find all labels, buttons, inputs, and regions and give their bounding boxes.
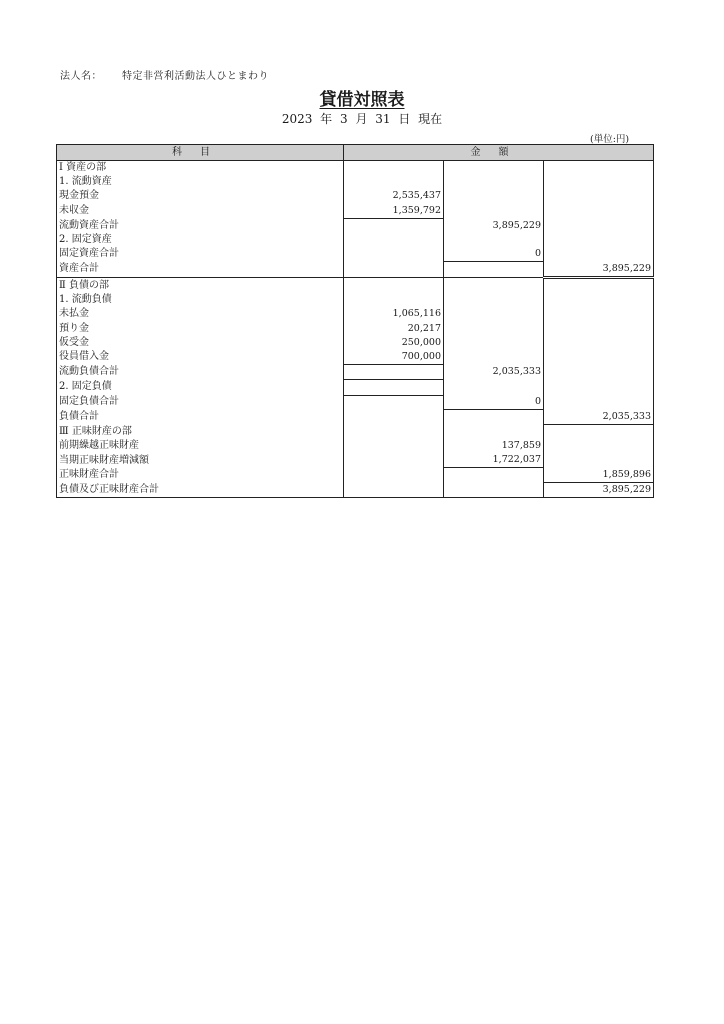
section-heading: Ⅰ 資産の部 [57, 161, 344, 176]
document-title [0, 85, 724, 110]
section-heading: Ⅱ 負債の部 [57, 278, 344, 294]
subsection-heading: 2. 固定資産 [57, 233, 344, 247]
subtotal-amount: 3,895,229 [444, 218, 544, 233]
subtotal-amount: 0 [444, 247, 544, 262]
table-row [57, 468, 654, 483]
table-row [57, 218, 654, 233]
subtotal-amount: 0 [444, 395, 544, 410]
table-row [57, 307, 654, 321]
subject-header: 科目 [57, 145, 344, 161]
item-label: 未収金 [57, 204, 344, 219]
subtotal-label: 固定負債合計 [57, 395, 344, 410]
table-row [57, 189, 654, 203]
table-row [57, 322, 654, 336]
section-heading: Ⅲ 正味財産の部 [57, 424, 344, 439]
table-row [57, 350, 654, 365]
subtotal-label: 流動負債合計 [57, 365, 344, 380]
table-row [57, 395, 654, 410]
title-text: 貸借対照表 [319, 90, 405, 110]
table-row [57, 365, 654, 380]
total-label: 資産合計 [57, 262, 344, 278]
table-row [57, 424, 654, 439]
total-label: 正味財産合計 [57, 468, 344, 483]
corporation-name: 特定非営利活動法人ひとまわり [122, 71, 269, 82]
item-amount: 137,859 [444, 439, 544, 453]
item-label: 前期繰越正味財産 [57, 439, 344, 453]
table-row [57, 483, 654, 498]
table-row [57, 175, 654, 189]
item-amount: 250,000 [344, 336, 444, 350]
item-amount: 700,000 [344, 350, 444, 365]
item-label: 役員借入金 [57, 350, 344, 365]
total-amount: 1,859,896 [544, 468, 654, 483]
table-row [57, 293, 654, 307]
item-amount: 1,065,116 [344, 307, 444, 321]
corporation-line [60, 67, 269, 82]
table-row [57, 439, 654, 453]
subsection-heading: 2. 固定負債 [57, 380, 344, 395]
subsection-heading: 1. 流動資産 [57, 175, 344, 189]
subtotal-label: 固定資産合計 [57, 247, 344, 262]
item-label: 未払金 [57, 307, 344, 321]
subtotal-label: 流動資産合計 [57, 218, 344, 233]
amount-header: 金額 [344, 145, 654, 161]
table-row [57, 453, 654, 468]
total-label: 負債合計 [57, 410, 344, 425]
corporation-label: 法人名： [60, 71, 102, 82]
table-row [57, 278, 654, 294]
unit-label: (単位:円) [590, 134, 630, 145]
item-label: 預り金 [57, 322, 344, 336]
table-row [57, 161, 654, 176]
table-row [57, 247, 654, 262]
grand-total-amount: 3,895,229 [544, 483, 654, 498]
table-row [57, 410, 654, 425]
table-row [57, 336, 654, 350]
table-row [57, 204, 654, 219]
table-row [57, 233, 654, 247]
table-row [57, 262, 654, 278]
subsection-heading: 1. 流動負債 [57, 293, 344, 307]
as-of-date: 2023 年 3 月 31 日 現在 [281, 112, 443, 126]
total-amount: 2,035,333 [602, 410, 651, 422]
item-label: 現金預金 [57, 189, 344, 203]
total-amount: 3,895,229 [544, 262, 654, 278]
table-header-row [57, 145, 654, 161]
subtotal-amount: 2,035,333 [444, 365, 544, 380]
balance-sheet-table [56, 144, 654, 498]
item-amount: 20,217 [344, 322, 444, 336]
item-label: 当期正味財産増減額 [57, 453, 344, 468]
item-amount: 1,359,792 [344, 204, 444, 219]
item-amount: 2,535,437 [344, 189, 444, 203]
item-label: 仮受金 [57, 336, 344, 350]
item-amount: 1,722,037 [444, 453, 544, 468]
table-row [57, 380, 654, 395]
grand-total-label: 負債及び正味財産合計 [57, 483, 344, 498]
